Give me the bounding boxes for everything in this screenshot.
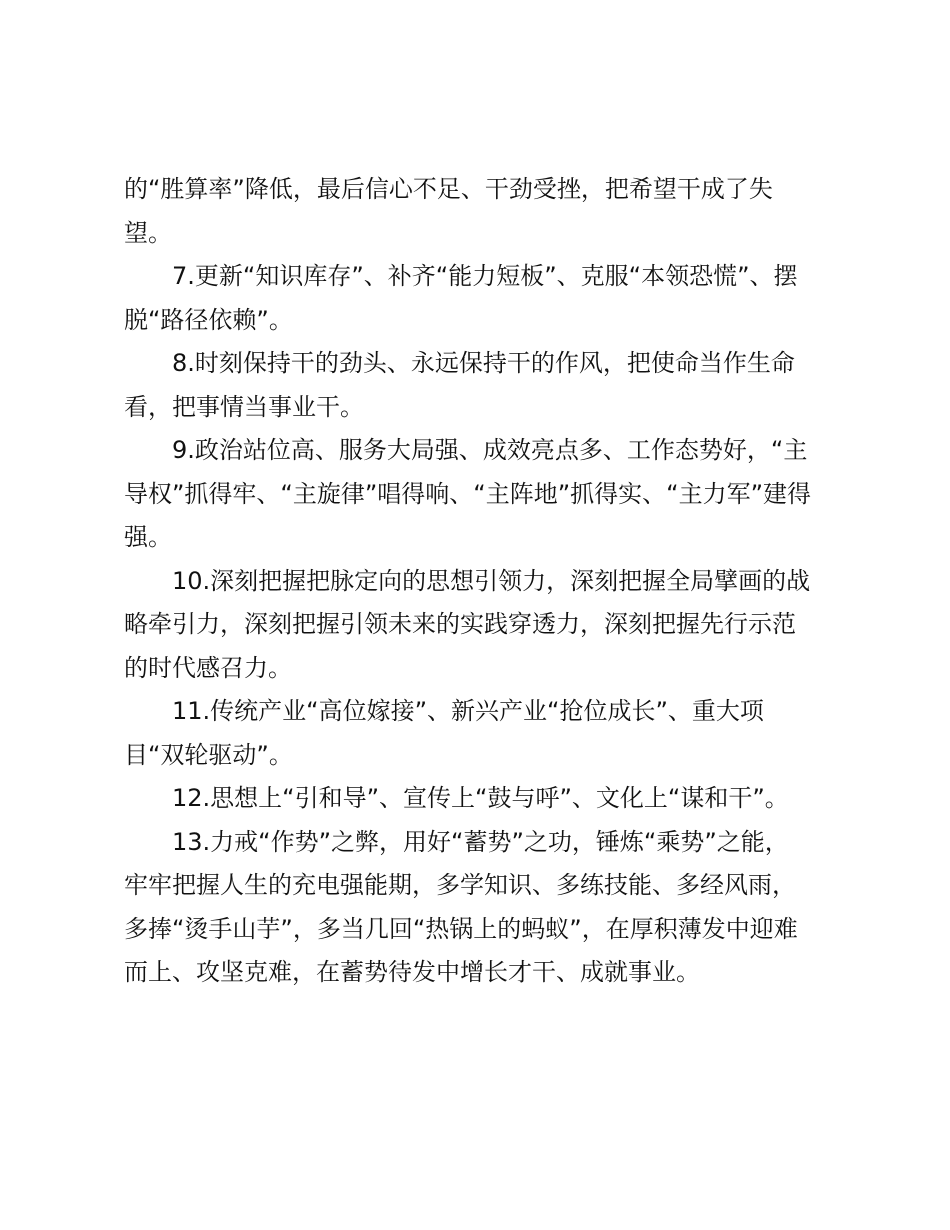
text-line: 12.思想上“引和导”、宣传上“鼓与呼”、文化上“谋和干”。 xyxy=(172,784,789,812)
paragraph-item-10 xyxy=(124,560,836,691)
text-line: 牢牢把握人生的充电强能期，多学知识、多练技能、多经风雨， xyxy=(124,871,796,899)
text-line: 望。 xyxy=(124,218,172,247)
paragraph-item-7 xyxy=(124,255,836,342)
text-line: 10.深刻把握把脉定向的思想引领力，深刻把握全局擘画的战 xyxy=(172,566,811,595)
text-line: 13.力戒“作势”之弊，用好“蓄势”之功，锤炼“乘势”之能， xyxy=(172,827,789,856)
text-line: 11.传统产业“高位嫁接”、新兴产业“抢位成长”、重大项 xyxy=(172,697,764,725)
text-line: 略牵引力，深刻把握引领未来的实践穿透力，深刻把握先行示范 xyxy=(124,610,796,638)
paragraph-item-11 xyxy=(124,690,836,777)
text-line: 7.更新“知识库存”、补齐“能力短板”、克服“本领恐慌”、摆 xyxy=(172,262,798,290)
text-line: 的“胜算率”降低，最后信心不足、干劲受挫，把希望干成了失 xyxy=(124,175,773,203)
paragraph-item-9 xyxy=(124,429,836,560)
paragraph-continuation xyxy=(124,168,836,255)
text-line: 多捧“烫手山芋”，多当几回“热锅上的蚂蚁”，在厚积薄发中迎难 xyxy=(124,914,798,943)
text-line: 看，把事情当事业干。 xyxy=(124,392,364,421)
text-line: 目“双轮驱动”。 xyxy=(124,740,293,769)
document-body xyxy=(124,168,836,995)
text-line: 导权”抓得牢、“主旋律”唱得响、“主阵地”抓得实、“主力军”建得 xyxy=(124,479,812,508)
text-line: 而上、攻坚克难，在蓄势待发中增长才干、成就事业。 xyxy=(124,958,700,986)
text-line: 8.时刻保持干的劲头、永远保持干的作风，把使命当作生命 xyxy=(172,349,795,377)
text-line: 强。 xyxy=(124,523,172,551)
paragraph-item-13 xyxy=(124,821,836,995)
paragraph-item-12 xyxy=(124,777,836,821)
paragraph-item-8 xyxy=(124,342,836,429)
text-line: 脱“路径依赖”。 xyxy=(124,305,293,334)
text-line: 的时代感召力。 xyxy=(124,653,292,682)
text-line: 9.政治站位高、服务大局强、成效亮点多、工作态势好，“主 xyxy=(172,436,808,464)
